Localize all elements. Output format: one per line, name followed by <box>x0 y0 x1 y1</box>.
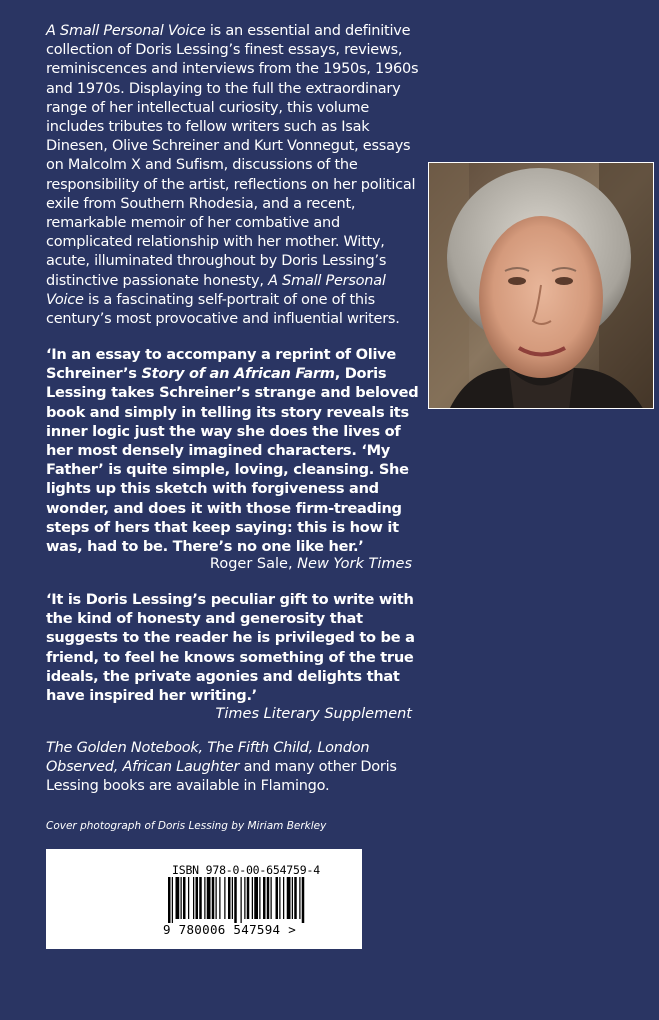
barcode-bar <box>299 877 300 919</box>
barcode-bar <box>254 877 258 919</box>
barcode-bar <box>234 877 237 923</box>
barcode-bar <box>267 877 270 919</box>
barcode-bar <box>279 877 280 919</box>
barcode-bar <box>247 877 250 919</box>
barcode-digits: 9 780006 547594 > <box>163 922 297 937</box>
quote1-text-start: ‘In an essay to accompany a reprint of Olive Schreiner’s <box>46 346 396 383</box>
barcode-bar <box>207 877 211 919</box>
barcode-bar <box>292 877 293 919</box>
description-text: is an essential and definitive collection of Doris Lessing’s finest essays, reviews, reminiscences and interviews from the 1950s, 1960s and 1970s. Displaying to the full the extraordinary range of her intellectual curiosity, this volume includes tributes to fellow writers such as Isak Dinesen, Olive Schreiner and Kurt Vonnegut, essays on Malcolm X and Sufism, discussions of the responsibility of the artist, reflections on her political exile from Southern Rhodesia, and a recent, remarkable memoir of her combative and complicated relationship with her mother. Witty, acute, illuminated throughout by Doris Lessing’s distinctive passionate honesty, <box>46 23 419 289</box>
review-quote-2-attribution: Times Literary Supplement <box>215 706 412 722</box>
barcode-bar <box>228 877 231 919</box>
book-title: A Small Personal Voice <box>46 23 206 39</box>
barcode-bar <box>188 877 189 919</box>
quote1-text-end: , Doris Lessing takes Schreiner’s strange and beloved book and simply in telling its story reveals its inner logic just the way she does the lives of her most densely imagined characters. ‘My Father’ is quite simple, loving, cleansing. She lights up this sketch with forgiveness and wonder, and does it with those firm-treading steps of hers that keep saying: this is how it was, had to be. There’s no one like her.’ <box>46 365 419 556</box>
barcode-bar <box>196 877 199 919</box>
barcode-bar <box>252 877 253 919</box>
book-title-repeat: A Small Personal Voice <box>46 272 386 308</box>
barcode-bar <box>263 877 266 919</box>
barcode-bar <box>181 877 182 919</box>
barcode-bar <box>302 877 305 923</box>
author-portrait-image <box>429 163 654 409</box>
description-paragraph <box>46 22 426 329</box>
barcode-bar <box>199 877 202 919</box>
barcode-bar <box>204 877 205 919</box>
review-quote-1 <box>46 345 421 556</box>
barcode-bar <box>276 877 279 919</box>
barcode-bar <box>168 877 171 923</box>
barcode-bar <box>224 877 225 919</box>
barcode-bar <box>183 877 186 919</box>
attribution-name: Roger Sale, <box>209 556 298 572</box>
barcode-bar <box>241 877 242 923</box>
description-text-end: is a fascinating self-portrait of one of this century’s most provocative and influential writers. <box>46 291 400 328</box>
barcode-image <box>164 877 364 923</box>
barcode-bar <box>259 877 260 919</box>
barcode-bar <box>216 877 217 919</box>
barcode-bar <box>232 877 233 919</box>
barcode-bar <box>212 877 215 919</box>
barcode-bar <box>283 877 284 919</box>
barcode-bar <box>219 877 220 919</box>
barcode-bar <box>294 877 297 919</box>
barcode-bar <box>193 877 194 919</box>
barcode-bar <box>271 877 272 919</box>
barcode-bar <box>176 877 180 919</box>
other-books-text <box>46 739 426 797</box>
review-quote-1-text <box>46 345 421 556</box>
quote1-book-title: Story of an African Farm <box>141 365 335 383</box>
barcode-bar <box>244 877 245 919</box>
review-quote-2 <box>46 590 421 705</box>
isbn-label: ISBN 978-0-00-654759-4 <box>172 863 320 877</box>
photo-credit: Cover photograph of Doris Lessing by Miriam Berkley <box>46 820 327 832</box>
author-photo <box>428 162 654 409</box>
review-quote-2-text: ‘It is Doris Lessing’s peculiar gift to write with the kind of honesty and generosity that suggests to the reader he is privileged to be a friend, to feel he knows something of the true ideals, the private agonies and delights that have inspired her writing.’ <box>46 591 415 705</box>
book-description <box>46 22 426 329</box>
attribution-source: New York Times <box>297 556 412 572</box>
review-quote-1-attribution <box>210 555 412 574</box>
barcode-bar <box>287 877 291 919</box>
other-books <box>46 739 426 797</box>
other-book-titles: The Golden Notebook, The Fifth Child, London Observed, African Laughter <box>46 740 370 776</box>
barcode-bar <box>172 877 173 923</box>
other-books-availability: and many other Doris Lessing books are available in Flamingo. <box>46 759 397 795</box>
barcode-panel <box>46 849 362 949</box>
